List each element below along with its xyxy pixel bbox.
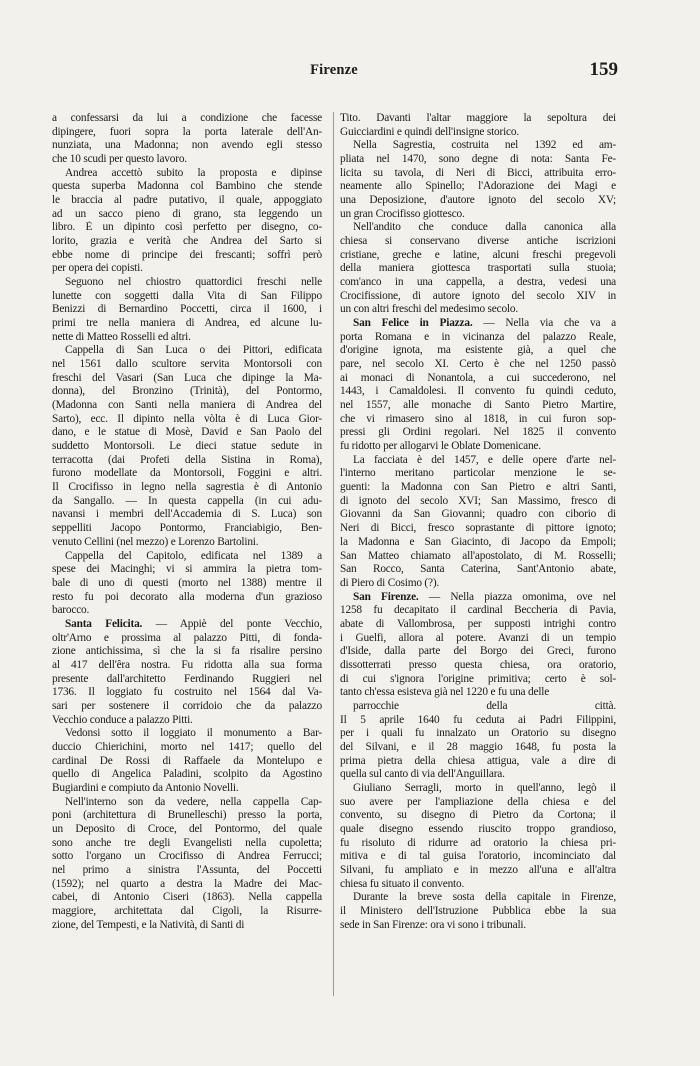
- text-line: Bugiardini e compiuto da Antonio Novelli.: [52, 781, 239, 794]
- column-divider: [333, 112, 334, 996]
- text-line: San Matteo chiamato all'apostolato, di M. Rosselli;: [340, 549, 616, 562]
- text-line: questa superba Madonna col Bambino che stende: [52, 180, 322, 193]
- text-line: i Guelfi, allora al potere. Avanzi di un tempio: [340, 631, 616, 644]
- text-line: ad un sacco pieno di grano, sta leggendo un: [52, 207, 322, 220]
- text-line: terracotta (dai Profeti della Sistina in Roma),: [52, 453, 322, 466]
- text-line: al 417 dell'êra nostra. Fu ridotta alla sua forma: [52, 658, 322, 671]
- text-line: porta Romana e in vicinanza del palazzo Reale,: [340, 330, 616, 343]
- text-line: per i quali fu innalzato un Oratorio su disegno: [340, 727, 616, 740]
- text-line: Il Crocifisso in legno nella sagrestia è di Antonio: [52, 481, 322, 494]
- text-line: dano, e le statue di Mosè, David e San Paolo del: [52, 426, 322, 439]
- text-line: dipingere, fuori sopra la porta laterale dell'An-: [52, 125, 322, 138]
- text-line: le braccia al padre putativo, il quale, appoggiato: [52, 194, 322, 207]
- text-line: un Deposito di Croce, del Pontormo, del quale: [52, 822, 322, 835]
- text-line: ebbe nome di principe dei frescanti; soffrì però: [52, 248, 322, 261]
- running-title: Firenze: [310, 62, 358, 78]
- text-line: guenti: la Madonna con San Pietro e altri Santi,: [340, 481, 616, 494]
- text-line: presente dall'architetto Ferdinando Ruggieri nel: [52, 672, 322, 685]
- page-number: 159: [589, 59, 618, 80]
- text-line: nette di Matteo Rosselli ed altri.: [52, 330, 191, 343]
- text-line: una Deposizione, d'autore ignoto del secolo XV;: [340, 194, 616, 207]
- text-line: di ignoto del secolo XVI; San Massimo, fresco di: [340, 494, 616, 507]
- text-line: com'anco in una cappella, a destra, vedesi una: [340, 276, 616, 289]
- text-line: resto fu poi decorato alla moderna d'un grazioso: [52, 590, 322, 603]
- text-line: lorito, grazia e verità che Andrea del Sarto si: [52, 235, 322, 248]
- text-line: zione antichissima, sì che la si fa risalire persino: [52, 645, 322, 658]
- text-line: la Madonna e San Giacinto, di Jacopo da Empoli;: [340, 535, 616, 548]
- text-line: pliata nel 1470, sono degne di nota: Santa Fe-: [340, 153, 616, 166]
- text-line: primi tre nella maniera di Andrea, ed alcune lu-: [52, 317, 322, 330]
- text-line: mitiva e di tal guisa l'oratorio, incominciato dal: [340, 850, 616, 863]
- text-line: l'interno meritano particolar menzione le se-: [340, 467, 616, 480]
- text-line: Cappella del Capitolo, edificata nel 1389 a: [65, 549, 322, 562]
- text-line: seppelliti Jacopo Pontormo, Franciabigio, Ben-: [52, 522, 322, 535]
- text-line: Nell'interno son da vedere, nella cappella Cap-: [65, 795, 322, 808]
- text-line: per opera dei copisti.: [52, 262, 143, 275]
- text-line: tanto ch'essa esisteva già nel 1220 e fu una delle: [340, 686, 550, 699]
- text-line: poni (architettura di Brunelleschi) presso la porta,: [52, 809, 322, 822]
- text-line: Silvani, fu ampliato e in mezzo all'una e all'altra: [340, 863, 616, 876]
- text-line: abate di Vallombrosa, per supposti intrighi contro: [340, 617, 616, 630]
- text-line: Nell'andito che conduce dalla canonica alla: [353, 221, 616, 234]
- text-line: licita su tavola, di Neri di Bicci, attribuita erro-: [340, 166, 616, 179]
- text-line: nel primo a sinistra l'Assunta, del Poccetti: [52, 863, 322, 876]
- text-line: Crocifissione, di autore ignoto del secolo XIV in: [340, 289, 616, 302]
- text-line: La facciata è del 1457, e delle opere d'arte nel-: [353, 453, 616, 466]
- text-line: il Ministero dell'Istruzione Pubblica ebbe la sua: [340, 904, 616, 917]
- text-line: 1736. Il loggiato fu costruito nel 1564 dal Va-: [52, 686, 322, 699]
- text-line: Giuliano Serragli, morto in quell'anno, legò il: [353, 781, 616, 794]
- text-line: furono modellate da Montorsoli, Foggini e altri.: [52, 467, 322, 480]
- text-line: fu ridotto per allogarvi le Oblate Domenicane.: [340, 440, 541, 453]
- text-line: San Firenze. — Nella piazza omonima, ove nel: [353, 590, 616, 603]
- text-line: (Madonna con Santi nella maniera di Andrea del: [52, 399, 322, 412]
- text-line: Cappella di San Luca o dei Pittori, edificata: [65, 344, 322, 357]
- text-line: venuto Cellini (nel mezzo) e Lorenzo Bartolini.: [52, 535, 259, 548]
- text-line: pare, nel secolo XI. Certo è che nel 1250 passò: [340, 358, 616, 371]
- text-line: chiesa fu situato il convento.: [340, 877, 465, 890]
- text-line: oltr'Arno e prossima al palazzo Pitti, di fonda-: [52, 631, 322, 644]
- right-column: [340, 112, 616, 932]
- text-line: duccio Chierichini, morto nel 1417; quello del: [52, 740, 322, 753]
- text-line: un gran Crocifisso giottesco.: [340, 207, 465, 220]
- text-line: un con altri freschi del medesimo secolo.: [340, 303, 518, 316]
- page-header: [52, 59, 618, 84]
- text-line: neamente allo Spinello; l'Adorazione dei Magi e: [340, 180, 616, 193]
- text-line: quello di Angelica Paladini, scolpito da Agostino: [52, 768, 322, 781]
- text-line: suo avere per l'ampliazione della chiesa e del: [340, 795, 616, 808]
- text-line: convento, su disegno di Pietro da Cortona; il: [340, 809, 616, 822]
- text-line: fu risoluto di ridurre ad oratorio la chiesa pri-: [340, 836, 616, 849]
- left-column: [52, 112, 322, 932]
- text-line: d'origine ignota, ma esistente già, a quel che: [340, 344, 616, 357]
- text-line: di Piero di Cosimo (?).: [340, 576, 440, 589]
- text-line: Giovanni da San Giovanni; quadro con ciborio di: [340, 508, 616, 521]
- text-line: (1592); nel quarto a destra la Madre dei Mac-: [52, 877, 322, 890]
- text-line: sari per sostenere il corridoio che da palazzo: [52, 699, 322, 712]
- text-line: freschi del Vasari (San Luca che dipinge la Ma-: [52, 371, 322, 384]
- text-line: lunette con soggetti dalla Vita di San Filippo: [52, 289, 322, 302]
- text-line: quale disegno essendo riuscito troppo grandioso,: [340, 822, 616, 835]
- text-line: nel 1557, alle monache di Santo Pietro Martire,: [340, 399, 616, 412]
- text-line: spese dei Macinghi; vi si ammira la pietra tom-: [52, 563, 322, 576]
- text-line: chiesa si conservano diverse antiche iscrizioni: [340, 235, 616, 248]
- text-line: sede in San Firenze: ora vi sono i tribunali.: [340, 918, 527, 931]
- text-line: Durante la breve sosta della capitale in Firenze,: [353, 891, 616, 904]
- text-line: 1443, i Camaldolesi. Il convento fu quindi ceduto,: [340, 385, 616, 398]
- text-line: navansi i membri dell'Accademia di S. Luca) son: [52, 508, 322, 521]
- text-line: pressi gli Ordini regolari. Nel 1825 il convento: [340, 426, 616, 439]
- text-line: maggiore, architettata dal Cigoli, la Risurre-: [52, 904, 322, 917]
- text-line: suddetto Montorsoli. Le dieci statue sedute in: [52, 440, 322, 453]
- text-line: donna), del Bronzino (Trinità), del Pontormo,: [52, 385, 322, 398]
- text-line: Vedonsi sotto il loggiato il monumento a Bar-: [65, 727, 322, 740]
- text-line: Il 5 aprile 1640 fu ceduta ai Padri Filippini,: [340, 713, 616, 726]
- text-line: Andrea accettò subito la proposta e dipinse: [65, 166, 322, 179]
- text-line: prima pietra della chiesa attigua, vale a dire di: [340, 754, 616, 767]
- text-line: Benizzi di Bernardino Poccetti, circa il 1600, i: [52, 303, 322, 316]
- text-line: cabei, di Antonio Ciseri (1863). Nella cappella: [52, 891, 322, 904]
- text-line: Guicciardini e quindi dell'insigne storico.: [340, 125, 519, 138]
- text-line: d'Iside, dalla parte del Borgo dei Greci, furono: [340, 645, 616, 658]
- text-line: Vecchio conduce a palazzo Pitti.: [52, 713, 193, 726]
- text-line: Sarto), ecc. Il dipinto nella vòlta è di Luca Gior-: [52, 412, 322, 425]
- text-line: parrocchie della città.: [353, 699, 616, 712]
- text-line: sotto l'organo un Crocifisso di Andrea Ferrucci;: [52, 850, 322, 863]
- text-line: della maniera giottesca trasportati sulla stuoia;: [340, 262, 616, 275]
- text-line: quella sul canto di via dell'Anguillara.: [340, 768, 505, 781]
- text-line: nel 1561 dallo scultore servita Montorsoli con: [52, 358, 322, 371]
- text-line: Santa Felicita. — Appiè del ponte Vecchio,: [65, 617, 322, 630]
- text-line: San Rocco, Santa Caterina, Sant'Antonio abate,: [340, 563, 616, 576]
- text-line: del Silvani, e il 28 maggio 1648, fu posta la: [340, 740, 616, 753]
- text-line: Seguono nel chiostro quattordici freschi nelle: [65, 276, 322, 289]
- text-line: Neri di Bicci, fresco soprastante di pittore ignoto;: [340, 522, 616, 535]
- text-line: che 10 scudi per questo lavoro.: [52, 153, 187, 166]
- text-line: nunziata, una Madonna; non avendo egli stesso: [52, 139, 322, 152]
- text-line: cristiane, greche e latine, alcuni freschi pregevoli: [340, 248, 616, 261]
- text-line: Tito. Davanti l'altar maggiore la sepoltura dei: [340, 112, 616, 124]
- text-line: a confessarsi da lui a condizione che facesse: [52, 112, 322, 124]
- text-line: di cui s'ignora l'origine primitiva; certo è sol-: [340, 672, 616, 685]
- text-line: zione, del Tempesti, e la Natività, di Santi di: [52, 918, 245, 931]
- text-line: 1258 fu decapitato il cardinal Beccheria di Pavia,: [340, 604, 616, 617]
- text-line: barocco.: [52, 604, 90, 617]
- text-line: che vi rimasero sino al 1818, in cui furon sop-: [340, 412, 616, 425]
- text-line: dissotterrati presso questa chiesa, ora oratorio,: [340, 658, 616, 671]
- text-line: da Sangallo. — In questa cappella (in cui adu-: [52, 494, 322, 507]
- text-line: San Felice in Piazza. — Nella via che va a: [353, 317, 616, 330]
- text-line: bale di uno di questi (morto nel 1388) mentre il: [52, 576, 322, 589]
- text-line: ai monaci di Nonantola, a cui succederono, nel: [340, 371, 616, 384]
- text-line: sono anche tre degli Evangelisti nella cupoletta;: [52, 836, 322, 849]
- text-line: libro. È un dipinto così perfetto per disegno, co-: [52, 221, 322, 234]
- text-line: Nella Sagrestia, costruita nel 1392 ed am-: [353, 139, 616, 152]
- text-line: cardinal De Rossi di Raffaele da Montelupo e: [52, 754, 322, 767]
